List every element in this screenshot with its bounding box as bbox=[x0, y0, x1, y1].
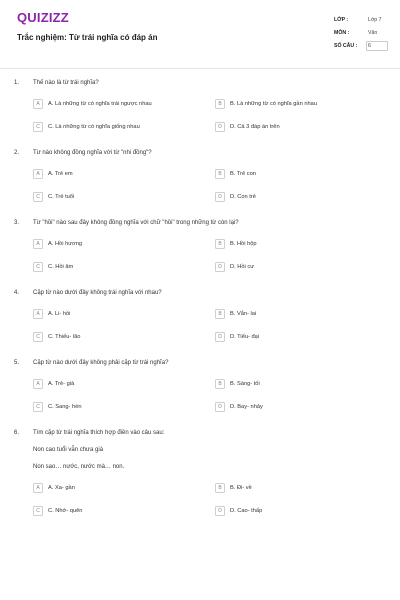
option-letter-box: A bbox=[33, 309, 43, 319]
option-d[interactable] bbox=[215, 121, 280, 133]
option-text: C. Trẻ tuổi bbox=[48, 194, 75, 200]
option-b[interactable] bbox=[215, 378, 260, 390]
option-letter-box: C bbox=[33, 332, 43, 342]
option-b[interactable] bbox=[215, 482, 252, 494]
option-c[interactable] bbox=[33, 401, 82, 413]
option-text: D. Bay- nhảy bbox=[230, 404, 263, 410]
option-letter-box: B bbox=[215, 99, 225, 109]
option-letter-box: B bbox=[215, 169, 225, 179]
option-letter-box: D bbox=[215, 402, 225, 412]
option-text: A. Hồi hương bbox=[48, 241, 83, 247]
option-text: D. Tiểu- đại bbox=[230, 334, 260, 340]
option-a[interactable] bbox=[33, 168, 73, 180]
option-letter-box: A bbox=[33, 239, 43, 249]
option-letter-box: C bbox=[33, 262, 43, 272]
question-text: Cặp từ nào dưới đây không phải cặp từ trái nghĩa? bbox=[33, 360, 169, 366]
option-text: B. Là những từ có nghĩa gần nhau bbox=[230, 101, 317, 107]
option-b[interactable] bbox=[215, 308, 256, 320]
option-letter-box: C bbox=[33, 192, 43, 202]
option-text: A. Trẻ em bbox=[48, 171, 73, 177]
option-c[interactable] bbox=[33, 331, 80, 343]
meta-row-count bbox=[334, 43, 390, 56]
option-text: C. Thiếu- lão bbox=[48, 334, 81, 340]
question-text: Từ nào không đồng nghĩa với từ "nhi đồng"? bbox=[33, 150, 152, 156]
option-letter-box: C bbox=[33, 402, 43, 412]
question-extra-line: Non cao tuổi vẫn chưa già bbox=[33, 447, 104, 453]
option-letter-box: A bbox=[33, 169, 43, 179]
option-d[interactable] bbox=[215, 401, 263, 413]
option-a[interactable] bbox=[33, 98, 152, 110]
option-text: B. Trẻ con bbox=[230, 171, 256, 177]
option-text: D. Cao- thấp bbox=[230, 508, 263, 514]
option-c[interactable] bbox=[33, 261, 73, 273]
option-text: C. Nhớ- quên bbox=[48, 508, 83, 514]
option-b[interactable] bbox=[215, 168, 256, 180]
option-letter-box: C bbox=[33, 122, 43, 132]
meta-label-grade: LỚP : bbox=[334, 17, 349, 23]
option-d[interactable] bbox=[215, 261, 254, 273]
question-number: 2. bbox=[14, 150, 20, 156]
option-letter-box: A bbox=[33, 379, 43, 389]
quizizz-logo: QUIZIZZ bbox=[17, 10, 69, 25]
option-letter-box: D bbox=[215, 506, 225, 516]
option-d[interactable] bbox=[215, 505, 262, 517]
option-letter-box: C bbox=[33, 506, 43, 516]
option-text: B. Hồi hộp bbox=[230, 241, 257, 247]
header-divider bbox=[0, 68, 400, 69]
option-a[interactable] bbox=[33, 378, 74, 390]
option-text: C. Sang- hèn bbox=[48, 404, 82, 410]
meta-value-subject: Văn bbox=[368, 30, 378, 36]
worksheet-title: Trắc nghiệm: Từ trái nghĩa có đáp án bbox=[17, 33, 158, 42]
option-d[interactable] bbox=[215, 191, 256, 203]
option-text: D. Con trẻ bbox=[230, 194, 256, 200]
option-text: B. Vắn- lai bbox=[230, 311, 257, 317]
option-text: D. Cả 3 đáp án trên bbox=[230, 124, 280, 130]
option-text: A. Li- hồi bbox=[48, 311, 71, 317]
option-letter-box: D bbox=[215, 262, 225, 272]
option-c[interactable] bbox=[33, 505, 82, 517]
worksheet-header bbox=[0, 0, 400, 68]
option-letter-box: B bbox=[215, 309, 225, 319]
option-text: A. Là những từ có nghĩa trái ngược nhau bbox=[48, 101, 152, 107]
option-letter-box: B bbox=[215, 483, 225, 493]
meta-value-count: 6 bbox=[368, 43, 371, 49]
question-number: 4. bbox=[14, 290, 20, 296]
option-letter-box: D bbox=[215, 122, 225, 132]
option-b[interactable] bbox=[215, 98, 317, 110]
meta-value-grade: Lớp 7 bbox=[368, 17, 382, 23]
option-b[interactable] bbox=[215, 238, 257, 250]
option-text: D. Hồi cư bbox=[230, 264, 255, 270]
option-letter-box: A bbox=[33, 483, 43, 493]
meta-label-subject: MÔN : bbox=[334, 30, 350, 36]
option-letter-box: A bbox=[33, 99, 43, 109]
question-number: 3. bbox=[14, 220, 20, 226]
option-a[interactable] bbox=[33, 308, 70, 320]
option-text: B. Sáng- tối bbox=[230, 381, 260, 387]
question-extra-line: Non sao… nước, nước mà… non. bbox=[33, 464, 125, 470]
option-d[interactable] bbox=[215, 331, 259, 343]
question-text: Từ "hồi" nào sau đây không đồng nghĩa với chữ "hồi" trong những từ còn lại? bbox=[33, 220, 239, 226]
option-text: A. Xa- gần bbox=[48, 485, 75, 491]
option-text: C. Hồi âm bbox=[48, 264, 74, 270]
option-letter-box: D bbox=[215, 192, 225, 202]
option-letter-box: D bbox=[215, 332, 225, 342]
worksheet-meta bbox=[334, 17, 390, 56]
question-number: 1. bbox=[14, 80, 20, 86]
meta-label-count: SỐ CÂU : bbox=[334, 43, 358, 49]
meta-row-grade bbox=[334, 17, 390, 30]
option-text: A. Trẻ- già bbox=[48, 381, 75, 387]
option-letter-box: B bbox=[215, 379, 225, 389]
question-number: 6. bbox=[14, 430, 20, 436]
option-a[interactable] bbox=[33, 238, 82, 250]
option-letter-box: B bbox=[215, 239, 225, 249]
question-text: Cặp từ nào dưới đây không trái nghĩa với nhau? bbox=[33, 290, 162, 296]
question-text: Tìm cặp từ trái nghĩa thích hợp điền vào câu sau: bbox=[33, 430, 165, 436]
question-number: 5. bbox=[14, 360, 20, 366]
option-text: B. Đi- về bbox=[230, 485, 252, 491]
option-text: C. Là những từ có nghĩa giống nhau bbox=[48, 124, 140, 130]
option-c[interactable] bbox=[33, 191, 74, 203]
question-text: Thế nào là từ trái nghĩa? bbox=[33, 80, 99, 86]
option-a[interactable] bbox=[33, 482, 75, 494]
option-c[interactable] bbox=[33, 121, 140, 133]
